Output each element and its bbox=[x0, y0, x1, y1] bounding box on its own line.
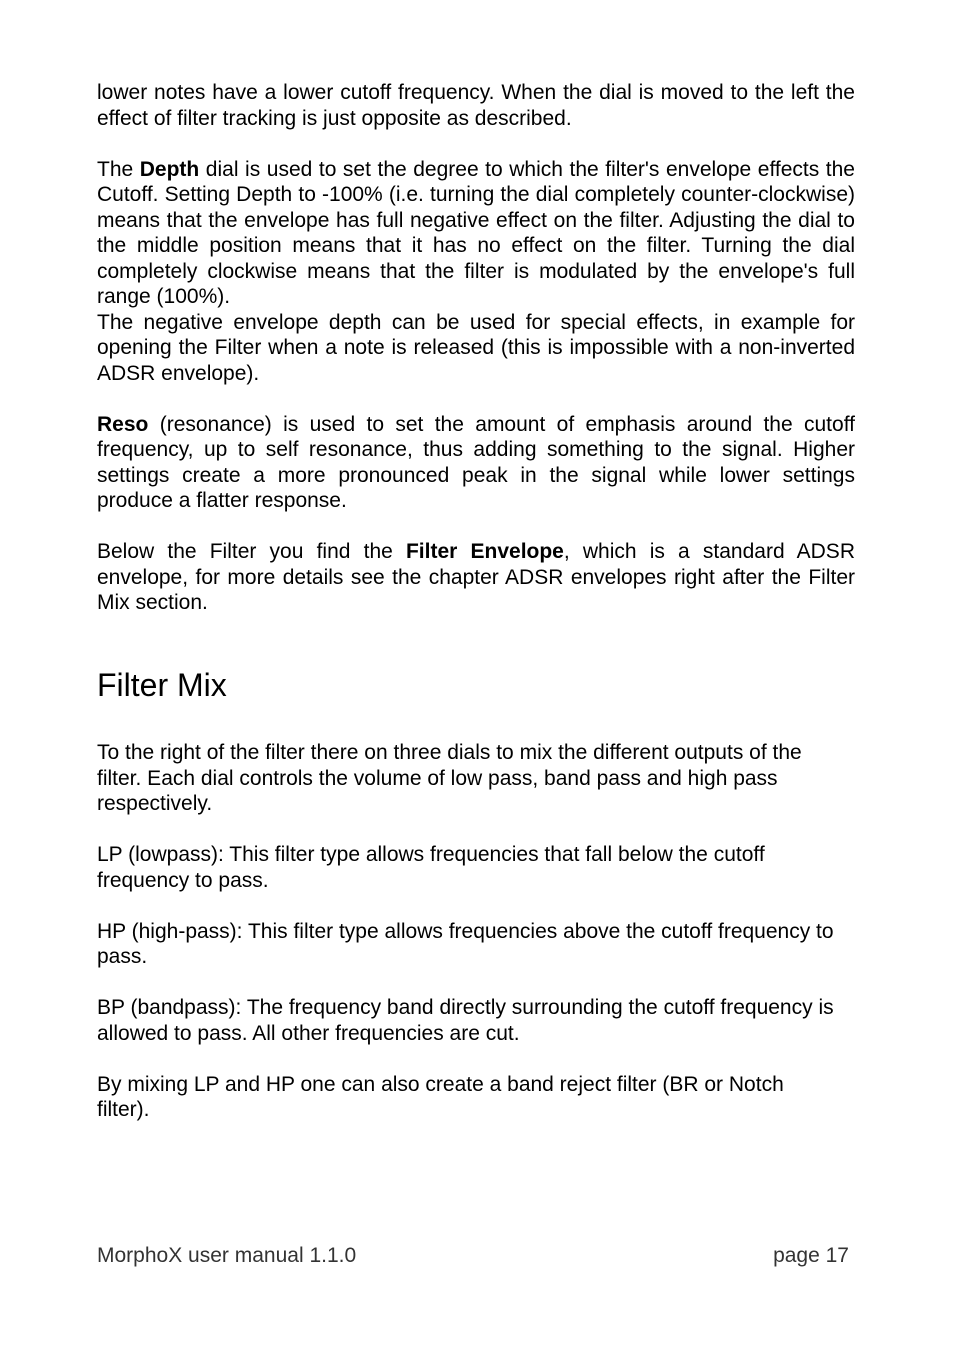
reso-term: Reso bbox=[97, 412, 149, 436]
page-footer bbox=[97, 1243, 849, 1269]
reso-description: (resonance) is used to set the amount of emphasis around the cutoff frequency, up to self resonance, thus adding something to the signal. Higher settings create a more pronounced peak in the signal while lower settings produce a flatter response. bbox=[97, 412, 855, 512]
tracking-paragraph: lower notes have a lower cutoff frequency. When the dial is moved to the left the effect of filter tracking is just opposite as described. bbox=[97, 81, 855, 130]
negative-depth-paragraph: The negative envelope depth can be used for special effects, in example for opening the Filter when a note is released (this is impossible with a non-inverted ADSR envelope). bbox=[97, 310, 855, 385]
depth-paragraph bbox=[97, 157, 855, 310]
bandpass-paragraph: BP (bandpass): The frequency band directly surrounding the cutoff frequency is allowed to pass. All other frequencies are cut. bbox=[97, 996, 834, 1045]
footer-manual-title: MorphoX user manual 1.1.0 bbox=[97, 1244, 357, 1267]
filter-envelope-term: Filter Envelope bbox=[405, 540, 564, 563]
filter-mix-text bbox=[97, 740, 837, 1123]
filter-envelope-intro: Below the Filter you find the bbox=[97, 540, 406, 563]
filter-envelope-paragraph bbox=[97, 539, 855, 616]
reso-paragraph bbox=[97, 412, 855, 514]
lowpass-paragraph: LP (lowpass): This filter type allows frequencies that fall below the cutoff frequency to pass. bbox=[97, 843, 765, 892]
section-heading-filter-mix: Filter Mix bbox=[97, 667, 227, 703]
filter-mix-intro: To the right of the filter there on three dials to mix the different outputs of the filter. Each dial controls the volume of low pass, band pass and high pass respectively. bbox=[97, 741, 802, 815]
depth-intro: The bbox=[97, 157, 140, 181]
filter-envelope-description: , which is a standard ADSR envelope, for more details see the chapter ADSR envelopes right after the Filter Mix section. bbox=[97, 540, 855, 614]
depth-description: dial is used to set the degree to which the filter's envelope effects the Cutoff. Setting Depth to -100% (i.e. turning the dial completely counter-clockwise) means that the envelope has full negative effect on the filter. Adjusting the dial to the middle position means that it has no effect on the filter. Turning the dial completely clockwise means that the filter is modulated by the envelope's full range (100%). bbox=[97, 157, 855, 308]
footer-page-number: page 17 bbox=[773, 1244, 849, 1267]
filter-section-text bbox=[97, 80, 855, 616]
highpass-paragraph: HP (high-pass): This filter type allows frequencies above the cutoff frequency to pass. bbox=[97, 919, 834, 968]
depth-term: Depth bbox=[139, 157, 200, 181]
band-reject-paragraph: By mixing LP and HP one can also create a band reject filter (BR or Notch filter). bbox=[97, 1072, 784, 1121]
